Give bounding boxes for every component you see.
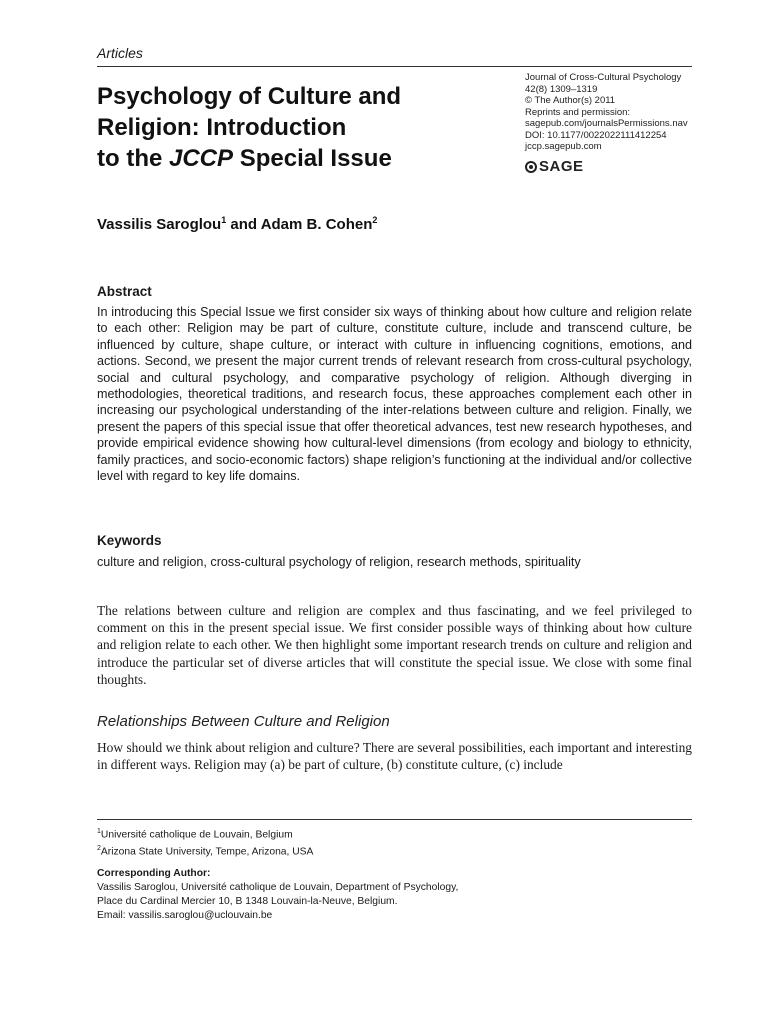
corresponding-email[interactable]: Email: vassilis.saroglou@uclouvain.be xyxy=(97,910,273,921)
journal-meta-line: Reprints and permission: xyxy=(525,106,631,118)
authors xyxy=(97,215,377,233)
footnote-rule xyxy=(97,819,692,820)
journal-meta-line: © The Author(s) 2011 xyxy=(525,95,616,106)
section-heading: Relationships Between Culture and Religion xyxy=(97,713,390,730)
title-line-3-pre: to the xyxy=(97,145,169,172)
affiliation-text: Arizona State University, Tempe, Arizona, USA xyxy=(100,846,314,858)
corresponding-author xyxy=(97,867,692,923)
section-paragraph: How should we think about religion and culture? There are several possibilities, each important and interesting in different ways. Religion may (a) be part of culture, (b) constitute culture, (c) include xyxy=(97,740,692,773)
author-connector: and xyxy=(226,216,261,233)
corresponding-line: Vassilis Saroglou, Université catholique de Louvain, Department of Psychology, xyxy=(97,882,459,893)
journal-meta xyxy=(525,72,735,153)
journal-meta-line: Journal of Cross-Cultural Psychology xyxy=(525,72,682,83)
title-line-3-italic: JCCP xyxy=(169,145,234,172)
keywords-text: culture and religion, cross-cultural psychology of religion, research methods, spirituality xyxy=(97,555,581,569)
section-label: Articles xyxy=(97,45,143,61)
sage-logo-icon xyxy=(525,161,537,173)
permissions-link[interactable]: sagepub.com/journalsPermissions.nav xyxy=(525,118,688,129)
author-1-affiliation-mark: 1 xyxy=(221,215,227,225)
affiliation-mark: 1 xyxy=(97,828,101,835)
article-title xyxy=(97,81,477,174)
corresponding-line: Place du Cardinal Mercier 10, B 1348 Louvain-la-Neuve, Belgium. xyxy=(97,896,398,907)
title-line-1: Psychology of Culture and xyxy=(97,83,402,110)
header-rule xyxy=(97,66,692,67)
intro-paragraph: The relations between culture and religion are complex and thus fascinating, and we feel privileged to comment on this in the present special issue. We first consider possible ways of thinking about how culture and religion relate to each other. We then highlight some important research trends on culture and religion and introduce the particular set of diverse articles that will constitute the special issue. We close with some final thoughts. xyxy=(97,603,692,687)
keywords-heading: Keywords xyxy=(97,533,162,548)
title-line-3-post: Special Issue xyxy=(233,145,392,172)
abstract-text: In introducing this Special Issue we first consider six ways of thinking about how culture and religion relate to each other: Religion may be part of culture, constitute culture, include and transcend culture, be influenced by culture, shape culture, or interact with culture in influencing cognitions, emotions, and actions. Second, we present the major current trends of relevant research from cross-cultural psychology, social and cultural psychology, and comparative psychology of religion. Although diverging in methodologies, theoretical traditions, and research focus, these approaches complement each other in increasing our psychological understanding of the inter-relations between culture and religion. Finally, we present the papers of this special issue that offer theoretical advances, test new research hypotheses, and provide empirical evidence showing how cultural-level dimensions (from ecology and biology to ethnicity, family practices, and socio-economic factors) shape religion’s functioning at the individual and/or collective level with regard to key life domains. xyxy=(97,305,692,484)
affiliation-text: Université catholique de Louvain, Belgium xyxy=(100,829,293,841)
affiliation-2 xyxy=(97,842,692,859)
journal-meta-line: 42(8) 1309–1319 xyxy=(525,83,598,95)
abstract-heading: Abstract xyxy=(97,284,152,299)
publisher-name: SAGE xyxy=(539,158,584,175)
author-1: Vassilis Saroglou xyxy=(97,216,222,233)
journal-site-link[interactable]: jccp.sagepub.com xyxy=(525,141,602,152)
publisher-logo xyxy=(525,158,584,175)
title-line-3 xyxy=(97,143,477,174)
author-2: Adam B. Cohen xyxy=(260,216,373,233)
doi-link[interactable]: DOI: 10.1177/0022022111412254 xyxy=(525,129,667,141)
author-2-affiliation-mark: 2 xyxy=(372,215,378,225)
affiliations xyxy=(97,825,692,860)
title-line-2: Religion: Introduction xyxy=(97,114,347,141)
corresponding-label: Corresponding Author: xyxy=(97,868,211,879)
affiliation-mark: 2 xyxy=(97,845,101,853)
affiliation-1 xyxy=(97,825,692,842)
